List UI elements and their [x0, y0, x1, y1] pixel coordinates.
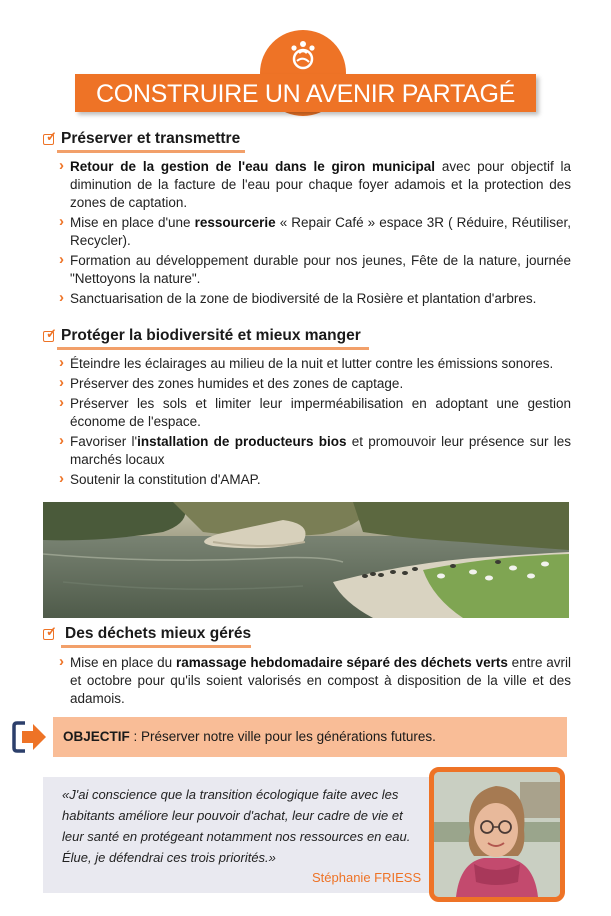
list-item: › Formation au développement durable pour nos jeunes, Fête de la nature, journée "Nettoyons la nature". — [59, 252, 571, 288]
objective-banner — [53, 717, 567, 757]
people-globe-icon — [287, 39, 319, 71]
candidate-portrait — [429, 767, 565, 902]
section-underline — [57, 150, 245, 153]
section-title: Préserver et transmettre — [61, 130, 241, 147]
list-item: › Favoriser l'installation de producteurs bios et promouvoir leur présence sur les marchés locaux — [59, 433, 571, 469]
list-item: › Retour de la gestion de l'eau dans le giron municipal avec pour objectif la diminution de la facture de l'eau pour chaque foyer adamois et la protection des zones de captation. — [59, 158, 571, 212]
section-underline — [61, 645, 251, 648]
checkbox-icon: ✓ — [43, 134, 54, 145]
section-list-biodiversite — [59, 355, 571, 491]
section-list-dechets — [59, 654, 571, 710]
list-item: › Mise en place du ramassage hebdomadaire séparé des déchets verts entre avril et octobre pour qu'ils soient valorisés en compost à disposition de la ville et des adamois. — [59, 654, 571, 708]
checkbox-icon: ✓ — [43, 629, 54, 640]
quote-text: «J'ai conscience que la transition écologique faite avec les habitants améliore leur pouvoir d'achat, leur cadre de vie et leur santé en protégeant notamment nos ressources en eau. Élue, je défendrai ces trois priorités.» — [62, 787, 411, 865]
objective-text: : Préserver notre ville pour les générations futures. — [129, 729, 436, 744]
quote-author: Stéphanie FRIESS — [312, 870, 422, 885]
checkbox-icon: ✓ — [43, 331, 54, 342]
section-underline — [57, 347, 369, 350]
arrow-right-icon — [11, 720, 49, 759]
list-item: › Sanctuarisation de la zone de biodiversité de la Rosière et plantation d'arbres. — [59, 290, 571, 308]
list-item: › Mise en place d'une ressourcerie « Repair Café » espace 3R ( Réduire, Réutiliser, Recycler). — [59, 214, 571, 250]
section-title: Des déchets mieux gérés — [65, 625, 252, 642]
section-list-preserver — [59, 158, 571, 310]
lake-park-photo — [43, 502, 569, 618]
objective-label: OBJECTIF — [63, 729, 130, 744]
list-item: › Éteindre les éclairages au milieu de la nuit et lutter contre les émissions sonores. — [59, 355, 571, 373]
list-item: › Préserver les sols et limiter leur imperméabilisation en adoptant une gestion économe de l'espace. — [59, 395, 571, 431]
list-item: › Soutenir la constitution d'AMAP. — [59, 471, 571, 489]
list-item: › Préserver des zones humides et des zones de captage. — [59, 375, 571, 393]
page-title: CONSTRUIRE UN AVENIR PARTAGÉ — [75, 74, 536, 112]
section-title: Protéger la biodiversité et mieux manger — [61, 327, 361, 344]
